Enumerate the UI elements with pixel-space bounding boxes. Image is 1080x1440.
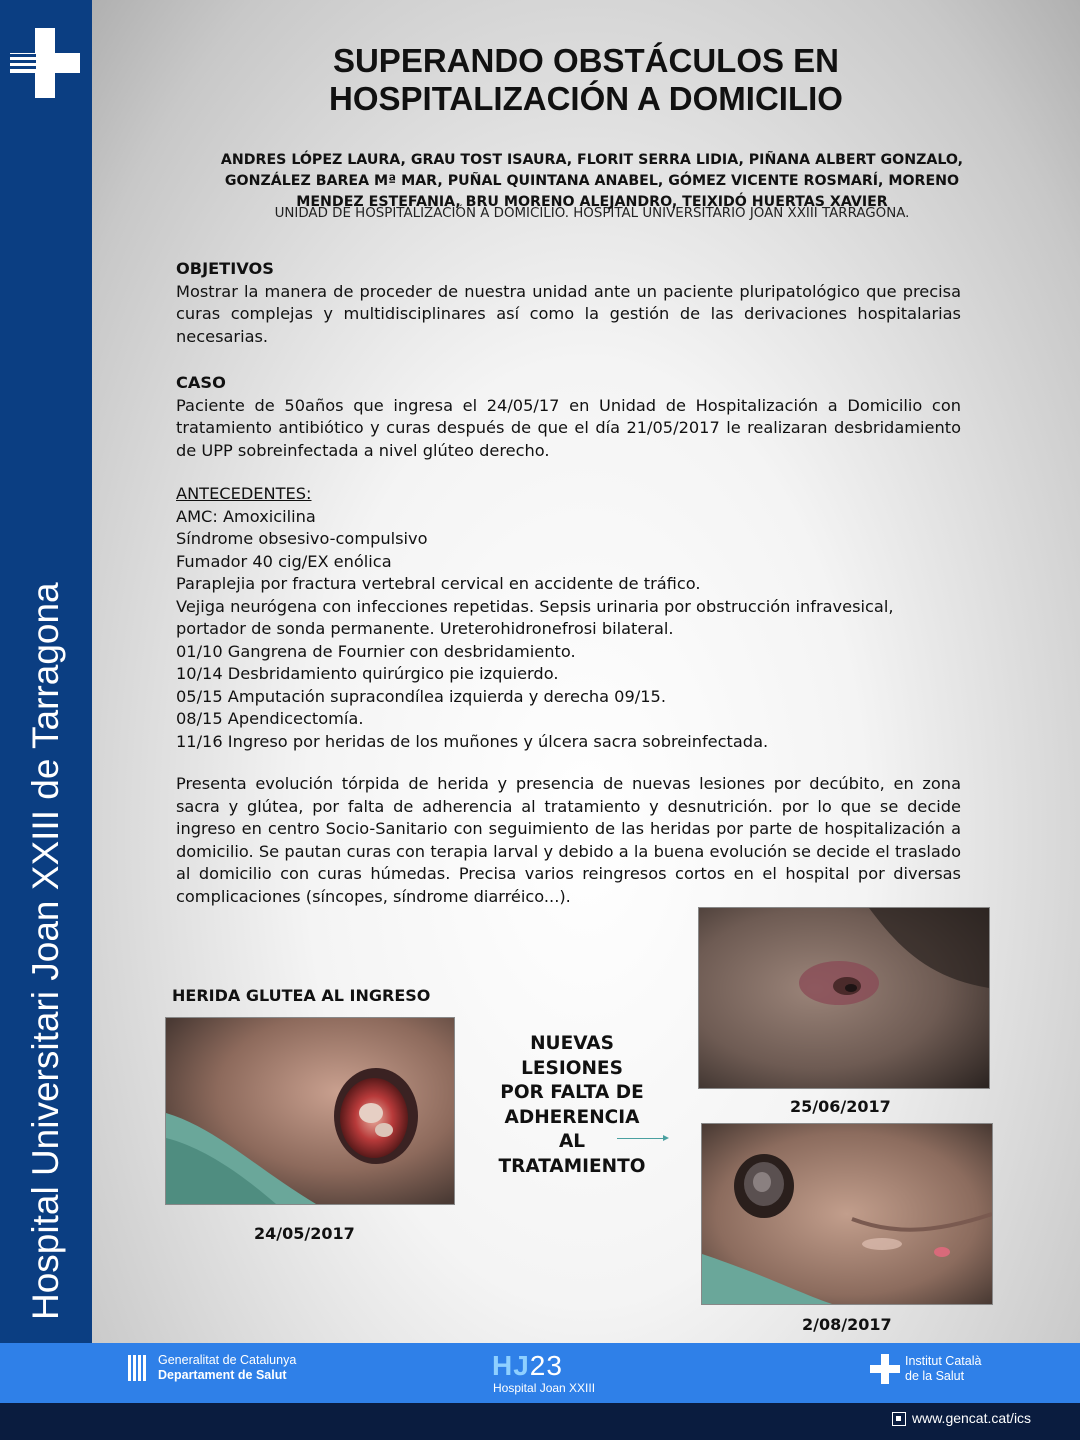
objetivos-section bbox=[176, 258, 961, 348]
antecedente-item: Fumador 40 cig/EX enólica bbox=[176, 551, 392, 571]
center-line: LESIONES bbox=[521, 1057, 623, 1079]
authors-line-3: MENDEZ ESTEFANIA, BRU MORENO ALEJANDRO, TEIXIDÓ HUERTAS XAVIER bbox=[296, 194, 888, 210]
center-line: AL bbox=[558, 1131, 586, 1152]
hj23-logo bbox=[492, 1350, 632, 1396]
poster-content bbox=[92, 0, 1080, 1343]
wound-photo-25-06 bbox=[698, 907, 990, 1089]
nuevas-lesiones-label bbox=[487, 1032, 657, 1179]
arrow-icon bbox=[617, 1138, 667, 1139]
antecedente-item: portador de sonda permanente. Ureterohidronefrosi bilateral. bbox=[176, 619, 674, 638]
ics-name-line2: de la Salut bbox=[905, 1369, 965, 1383]
center-line: NUEVAS bbox=[530, 1033, 614, 1054]
generalitat-stripes-icon bbox=[128, 1355, 150, 1381]
objetivos-text: Mostrar la manera de proceder de nuestra unidad ante un paciente pluripatológico que precisa curas complejas y multidisciplinares así como la gestión de las derivaciones hospitalarias necesarias. bbox=[176, 281, 961, 346]
generalitat-logo bbox=[128, 1353, 328, 1393]
antecedente-item: 01/10 Gangrena de Fournier con desbridamiento. bbox=[176, 641, 576, 661]
caso-text: Paciente de 50años que ingresa el 24/05/17 en Unidad de Hospitalización a Domicilio con tratamiento antibiótico y curas después de que el día 21/05/2017 le realizaran desbridamiento de UPP sobreinfectada a nivel glúteo derecho. bbox=[176, 395, 961, 460]
generalitat-name: Generalitat de Catalunya bbox=[158, 1353, 297, 1367]
hj-number: 23 bbox=[529, 1350, 563, 1381]
footer-url-text[interactable]: www.gencat.cat/ics bbox=[912, 1410, 1032, 1426]
authors bbox=[152, 150, 1032, 213]
antecedente-item: 08/15 Apendicectomía. bbox=[176, 709, 364, 728]
left-figure-date: 24/05/2017 bbox=[254, 1224, 355, 1243]
ics-cross-icon bbox=[870, 1354, 900, 1384]
ics-name-line1: Institut Català bbox=[905, 1354, 982, 1368]
affiliation: UNIDAD DE HOSPITALIZACIÓN A DOMICILIO. HOSPITAL UNIVERSITARIO JOAN XXIII TARRAGONA. bbox=[274, 206, 910, 221]
wound-photo-ingreso bbox=[165, 1017, 455, 1205]
footer-url[interactable] bbox=[892, 1409, 1072, 1431]
hospital-cross-icon bbox=[10, 28, 80, 98]
wound-photo-02-08 bbox=[701, 1123, 993, 1305]
center-line: POR FALTA DE bbox=[500, 1082, 644, 1103]
antecedente-item: Vejiga neurógena con infecciones repetidas. Sepsis urinaria por obstrucción infravesical, bbox=[176, 596, 894, 616]
top-right-date: 25/06/2017 bbox=[790, 1097, 891, 1116]
bottom-right-date: 2/08/2017 bbox=[802, 1315, 892, 1334]
poster-title bbox=[92, 42, 1080, 118]
center-line: ADHERENCIA bbox=[504, 1106, 640, 1128]
authors-line-2: GONZÁLEZ BAREA Mª MAR, PUÑAL QUINTANA ANABEL, GÓMEZ VICENTE ROSMARÍ, MORENO bbox=[224, 173, 960, 189]
center-line: TRATAMIENTO bbox=[498, 1155, 646, 1177]
antecedente-item: 11/16 Ingreso por heridas de los muñones y úlcera sacra sobreinfectada. bbox=[176, 731, 769, 751]
qr-icon bbox=[892, 1412, 906, 1426]
hj23-mark bbox=[492, 1350, 563, 1382]
caso-heading: CASO bbox=[176, 373, 226, 392]
departament-name: Departament de Salut bbox=[158, 1368, 287, 1382]
sidebar-hospital-name: Hospital Universitari Joan XXIII de Tarragona bbox=[25, 582, 66, 1320]
hj-letters: HJ bbox=[492, 1350, 530, 1381]
title-line-2: HOSPITALIZACIÓN A DOMICILIO bbox=[329, 80, 843, 117]
title-line-1: SUPERANDO OBSTÁCULOS EN bbox=[332, 42, 840, 79]
antecedente-item: Paraplejia por fractura vertebral cervical en accidente de tráfico. bbox=[176, 574, 701, 593]
antecedente-item: 10/14 Desbridamiento quirúrgico pie izquierdo. bbox=[176, 664, 559, 683]
evolucion-text: Presenta evolución tórpida de herida y presencia de nuevas lesiones por decúbito, en zona sacra y glútea, por falta de adherencia al tratamiento y desnutrición. por lo que se decide ingreso en centro Socio-Sanitario con seguimiento de las heridas por parte de hospitalización a domicilio. Se pautan curas con terapia larval y debido a la buena evolución se decide el traslado al domicilio con curas húmedas. Precisa varios reingresos cortos en el hospital por diversas complicaciones (síncopes, síndrome diarréico...). bbox=[176, 774, 961, 906]
authors-line-1: ANDRES LÓPEZ LAURA, GRAU TOST ISAURA, FLORIT SERRA LIDIA, PIÑANA ALBERT GONZALO, bbox=[220, 152, 964, 168]
antecedentes-section bbox=[176, 483, 961, 753]
left-figure-caption: HERIDA GLUTEA AL INGRESO bbox=[172, 986, 431, 1005]
antecedente-item: Síndrome obsesivo-compulsivo bbox=[176, 529, 428, 548]
antecedentes-heading: ANTECEDENTES: bbox=[176, 484, 312, 503]
objetivos-heading: OBJETIVOS bbox=[176, 259, 274, 278]
hj23-hospital-name: Hospital Joan XXIII bbox=[493, 1381, 596, 1395]
antecedente-item: 05/15 Amputación supracondílea izquierda y derecha 09/15. bbox=[176, 686, 666, 706]
caso-section bbox=[176, 372, 961, 462]
sidebar bbox=[0, 0, 92, 1343]
ics-logo bbox=[870, 1352, 1060, 1392]
antecedente-item: AMC: Amoxicilina bbox=[176, 506, 316, 526]
